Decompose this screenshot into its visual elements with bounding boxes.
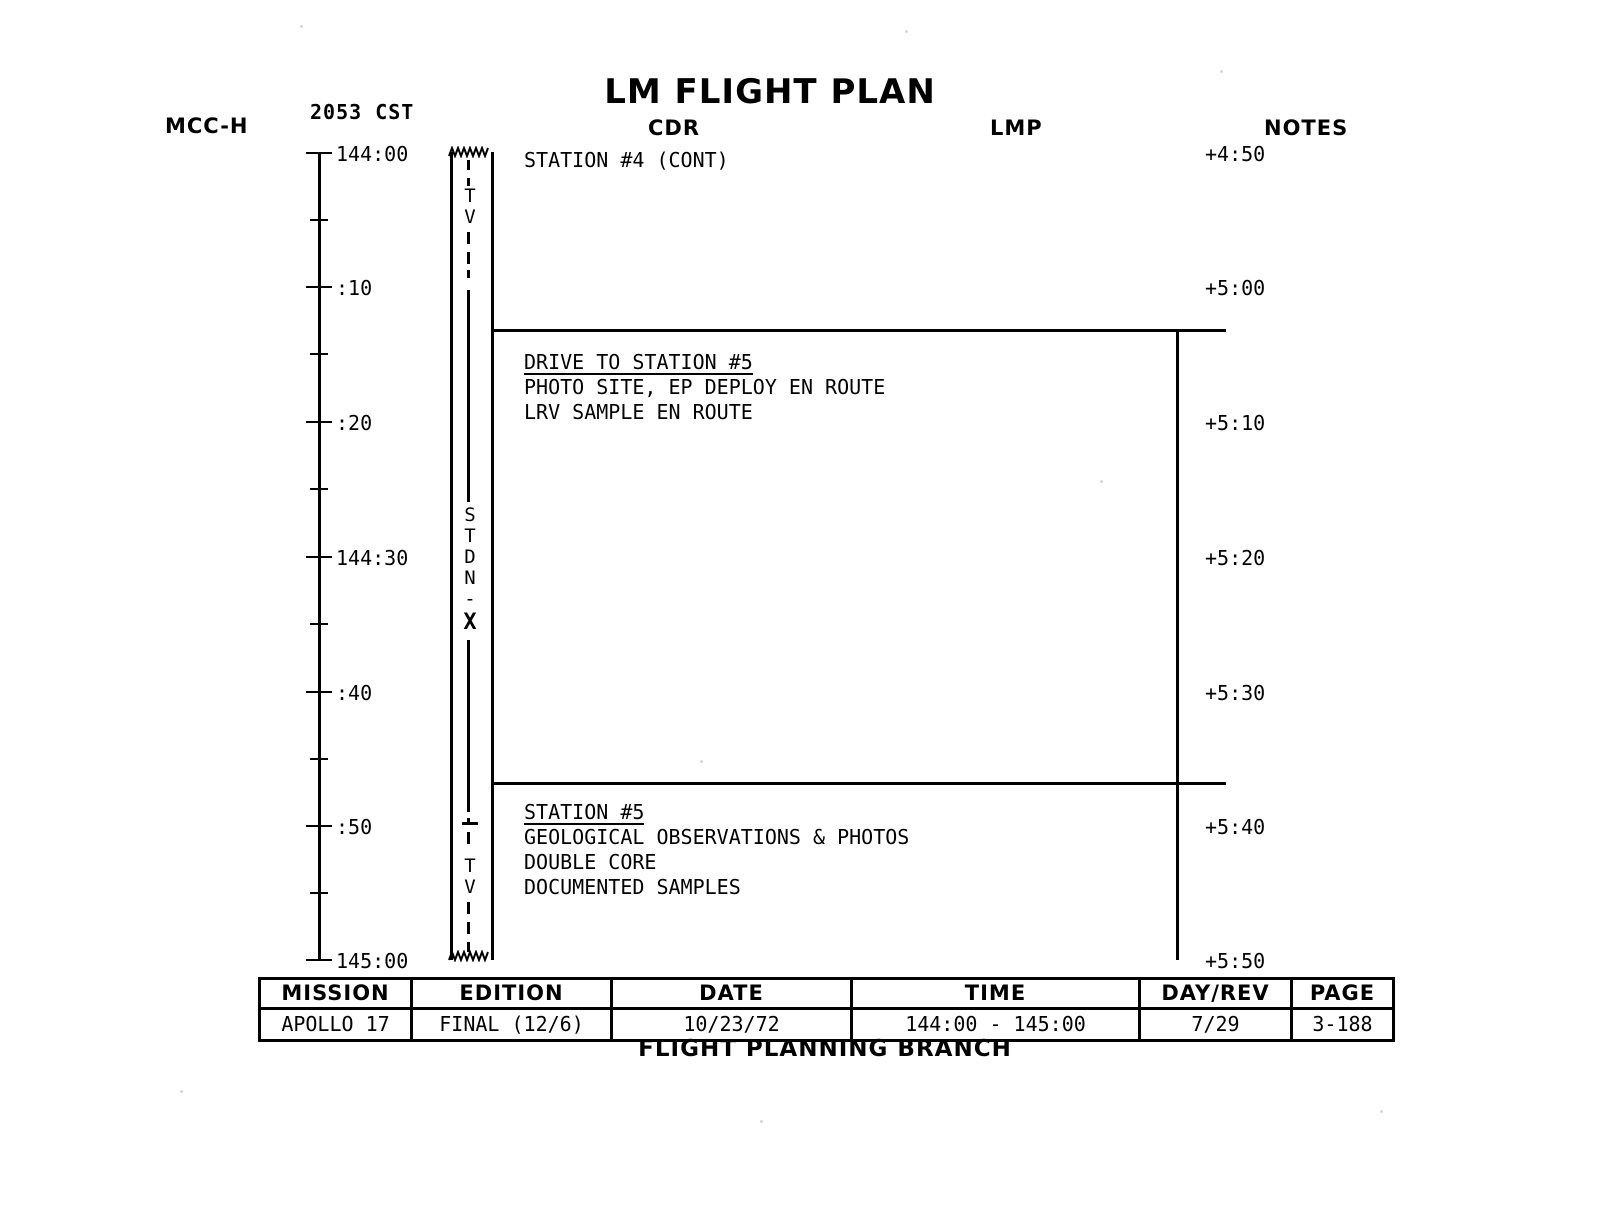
tv-label-bottom — [455, 856, 485, 898]
stdn-label-char: N — [464, 567, 476, 589]
time-label-right: +5:10 — [1205, 411, 1266, 435]
paper-speck — [180, 1090, 183, 1093]
activity-station5 — [524, 800, 909, 900]
stdn-dash-segment — [467, 232, 470, 244]
stdn-label-char: - — [464, 588, 476, 610]
stdn-label-char: D — [464, 546, 476, 568]
activity-right-border-lower — [1176, 782, 1179, 960]
paper-speck — [905, 30, 908, 33]
table-value-edition: FINAL (12/6) — [412, 1009, 612, 1041]
column-header-cdr: CDR — [648, 116, 701, 140]
time-label-right: +5:30 — [1205, 681, 1266, 705]
activity-line: STATION #4 (CONT) — [524, 148, 729, 172]
table-value-date: 10/23/72 — [612, 1009, 852, 1041]
stdn-dash-segment — [467, 942, 470, 952]
activity-line-underlined: STATION #5 — [524, 800, 645, 824]
stdn-dash-segment — [467, 160, 470, 170]
column-header-cst: 2053 CST — [310, 100, 415, 124]
activity-line: DOCUMENTED SAMPLES — [524, 875, 741, 899]
table-header-mission: MISSION — [260, 979, 412, 1009]
tv-label-char: V — [464, 206, 476, 228]
time-tick-major — [306, 691, 332, 693]
info-table — [258, 977, 1395, 1042]
time-tick-major — [306, 825, 332, 827]
footer-branch: FLIGHT PLANNING BRANCH — [638, 1036, 1012, 1062]
table-header-time: TIME — [852, 979, 1140, 1009]
time-label-left: :50 — [336, 815, 373, 839]
time-label-left: 145:00 — [336, 949, 409, 973]
table-header-page: PAGE — [1292, 979, 1394, 1009]
table-header-dayrev: DAY/REV — [1140, 979, 1292, 1009]
table-value-mission: APOLLO 17 — [260, 1009, 412, 1041]
stdn-label — [455, 505, 485, 610]
tv-label-top — [455, 186, 485, 228]
table-header-edition: EDITION — [412, 979, 612, 1009]
activity-left-border — [491, 329, 494, 782]
activity-line: GEOLOGICAL OBSERVATIONS & PHOTOS — [524, 825, 910, 849]
stdn-top-cap-icon — [447, 146, 491, 158]
time-label-left: 144:30 — [336, 546, 409, 570]
time-label-left: :10 — [336, 276, 373, 300]
paper-speck — [1220, 70, 1223, 73]
stdn-dash-segment — [467, 922, 470, 934]
time-label-right: +5:00 — [1205, 276, 1266, 300]
activity-line-underlined: DRIVE TO STATION #5 — [524, 350, 753, 374]
time-label-left: :20 — [336, 411, 373, 435]
activity-drive-to-station5 — [524, 350, 885, 425]
paper-speck — [300, 25, 303, 28]
time-tick-major — [306, 286, 332, 288]
stdn-centerline — [467, 290, 470, 502]
activity-divider-drive — [491, 329, 1226, 332]
time-tick-major — [306, 556, 332, 558]
time-label-right: +5:40 — [1205, 815, 1266, 839]
stdn-dash-segment — [467, 902, 470, 914]
paper-speck — [1380, 1110, 1383, 1113]
stdn-centerline — [467, 640, 470, 812]
time-label-right: +5:50 — [1205, 949, 1266, 973]
activity-right-border — [1176, 329, 1179, 782]
tv-label-char: V — [464, 876, 476, 898]
time-tick-minor — [310, 353, 328, 355]
paper-speck — [760, 1120, 763, 1123]
activity-line: DOUBLE CORE — [524, 850, 657, 874]
time-label-left: 144:00 — [336, 142, 409, 166]
activity-line — [524, 350, 885, 375]
time-label-right: +4:50 — [1205, 142, 1266, 166]
stdn-dash-segment — [467, 270, 470, 278]
column-header-lmp: LMP — [990, 116, 1043, 140]
stdn-dash-segment — [467, 252, 470, 264]
stdn-label-char: T — [464, 525, 476, 547]
time-tick-major — [306, 152, 332, 154]
time-tick-major — [306, 421, 332, 423]
stdn-label-char: X — [463, 610, 477, 635]
table-row-headers — [260, 979, 1394, 1009]
page-title: LM FLIGHT PLAN — [604, 72, 936, 112]
activity-station4 — [524, 148, 729, 173]
stdn-label-char: S — [464, 504, 476, 526]
time-label-right: +5:20 — [1205, 546, 1266, 570]
tv-label-char: T — [464, 185, 476, 207]
paper-speck — [700, 760, 703, 763]
activity-line: PHOTO SITE, EP DEPLOY EN ROUTE — [524, 375, 886, 399]
table-value-time: 144:00 - 145:00 — [852, 1009, 1140, 1041]
time-tick-major — [306, 959, 332, 961]
stdn-dash-segment — [467, 832, 470, 844]
table-value-dayrev: 7/29 — [1140, 1009, 1292, 1041]
column-header-mcc-h: MCC-H — [165, 114, 249, 138]
table-value-page: 3-188 — [1292, 1009, 1394, 1041]
stdn-label-x — [455, 612, 485, 633]
table-header-date: DATE — [612, 979, 852, 1009]
time-tick-minor — [310, 219, 328, 221]
activity-divider-station5 — [491, 782, 1226, 785]
activity-line — [524, 800, 909, 825]
activity-line: LRV SAMPLE EN ROUTE — [524, 400, 753, 424]
time-tick-minor — [310, 623, 328, 625]
time-label-left: :40 — [336, 681, 373, 705]
time-tick-minor — [310, 892, 328, 894]
time-tick-minor — [310, 758, 328, 760]
time-tick-minor — [310, 488, 328, 490]
paper-speck — [1100, 480, 1103, 483]
activity-left-border-lower — [491, 782, 494, 960]
column-header-notes: NOTES — [1264, 116, 1349, 140]
tv-tick — [462, 822, 478, 825]
tv-label-char: T — [464, 855, 476, 877]
